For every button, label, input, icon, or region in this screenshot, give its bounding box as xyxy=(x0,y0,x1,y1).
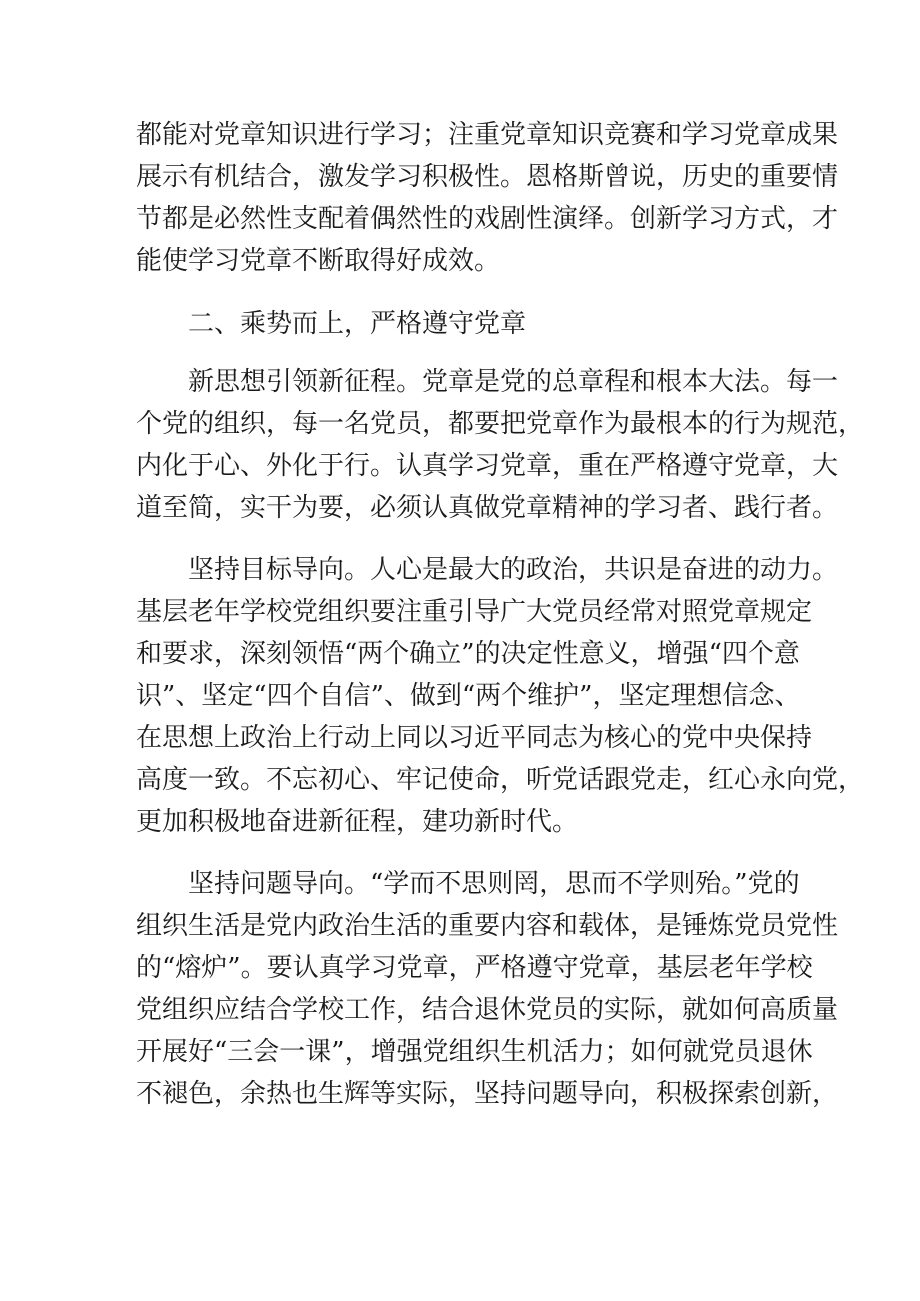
text-line: 识”、坚定“四个自信”、做到“两个维护”，坚定理想信念、 xyxy=(136,681,801,711)
text-line: 更加积极地奋进新征程，建功新时代。 xyxy=(136,807,579,837)
text-line: 组织生活是党内政治生活的重要内容和载体，是锤炼党员党性 xyxy=(136,911,839,941)
text-line: 高度一致。不忘初心、牢记使命，听党话跟党走，红心永向党， xyxy=(136,765,865,795)
text-line: 党组织应结合学校工作，结合退休党员的实际，就如何高质量 xyxy=(136,995,839,1025)
text-line: 都能对党章知识进行学习；注重党章知识竞赛和学习党章成果 xyxy=(136,120,839,150)
text-line: 展示有机结合，激发学习积极性。恩格斯曾说，历史的重要情 xyxy=(136,162,839,192)
text-line: 坚持目标导向。人心是最大的政治，共识是奋进的动力。 xyxy=(188,555,839,585)
text-line: 内化于心、外化于行。认真学习党章，重在严格遵守党章，大 xyxy=(136,451,839,481)
text-line: 新思想引领新征程。党章是党的总章程和根本大法。每一 xyxy=(188,367,839,397)
text-line: 在思想上政治上行动上同以习近平同志为核心的党中央保持 xyxy=(136,723,813,753)
text-line: 和要求，深刻领悟“两个确立”的决定性意义，增强“四个意 xyxy=(136,639,800,669)
text-line: 的“熔炉”。要认真学习党章，严格遵守党章，基层老年学校 xyxy=(136,953,813,983)
text-line: 开展好“三会一课”，增强党组织生机活力；如何就党员退休 xyxy=(136,1037,813,1067)
text-line: 能使学习党章不断取得好成效。 xyxy=(136,246,501,276)
text-line: 不褪色，余热也生辉等实际，坚持问题导向，积极探索创新， xyxy=(136,1079,839,1109)
text-line: 基层老年学校党组织要注重引导广大党员经常对照党章规定 xyxy=(136,597,813,627)
text-line: 坚持问题导向。“学而不思则罔，思而不学则殆。”党的 xyxy=(188,869,800,899)
text-line: 道至简，实干为要，必须认真做党章精神的学习者、践行者。 xyxy=(136,493,839,523)
section-heading: 二、乘势而上，严格遵守党章 xyxy=(188,309,527,339)
text-line: 节都是必然性支配着偶然性的戏剧性演绎。创新学习方式，才 xyxy=(136,204,839,234)
text-line: 个党的组织，每一名党员，都要把党章作为最根本的行为规范， xyxy=(136,409,865,439)
